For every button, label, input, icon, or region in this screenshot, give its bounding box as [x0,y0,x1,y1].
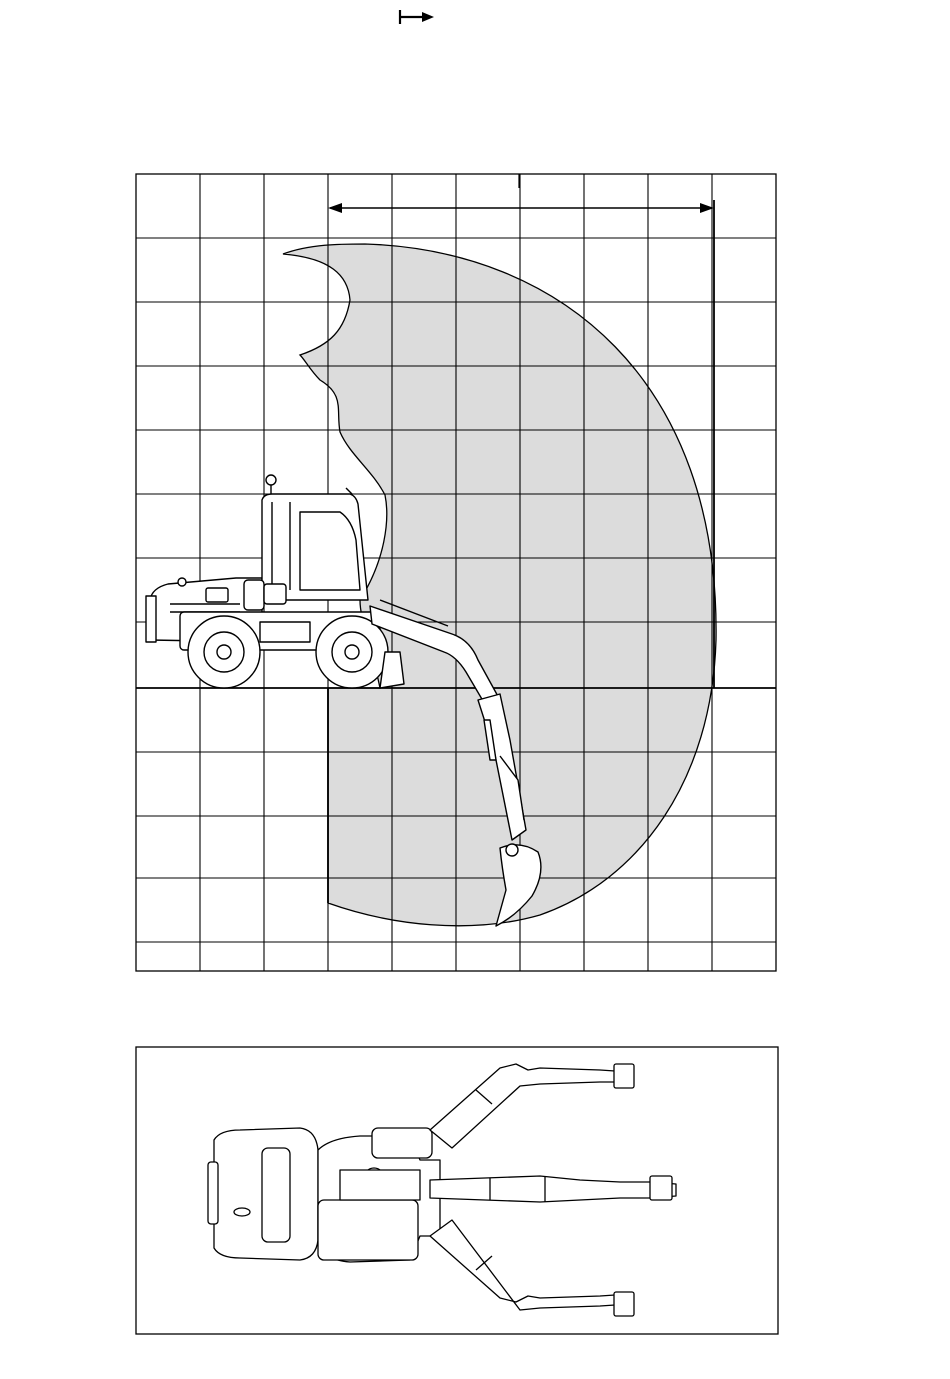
double-arrow-icon [328,203,714,213]
